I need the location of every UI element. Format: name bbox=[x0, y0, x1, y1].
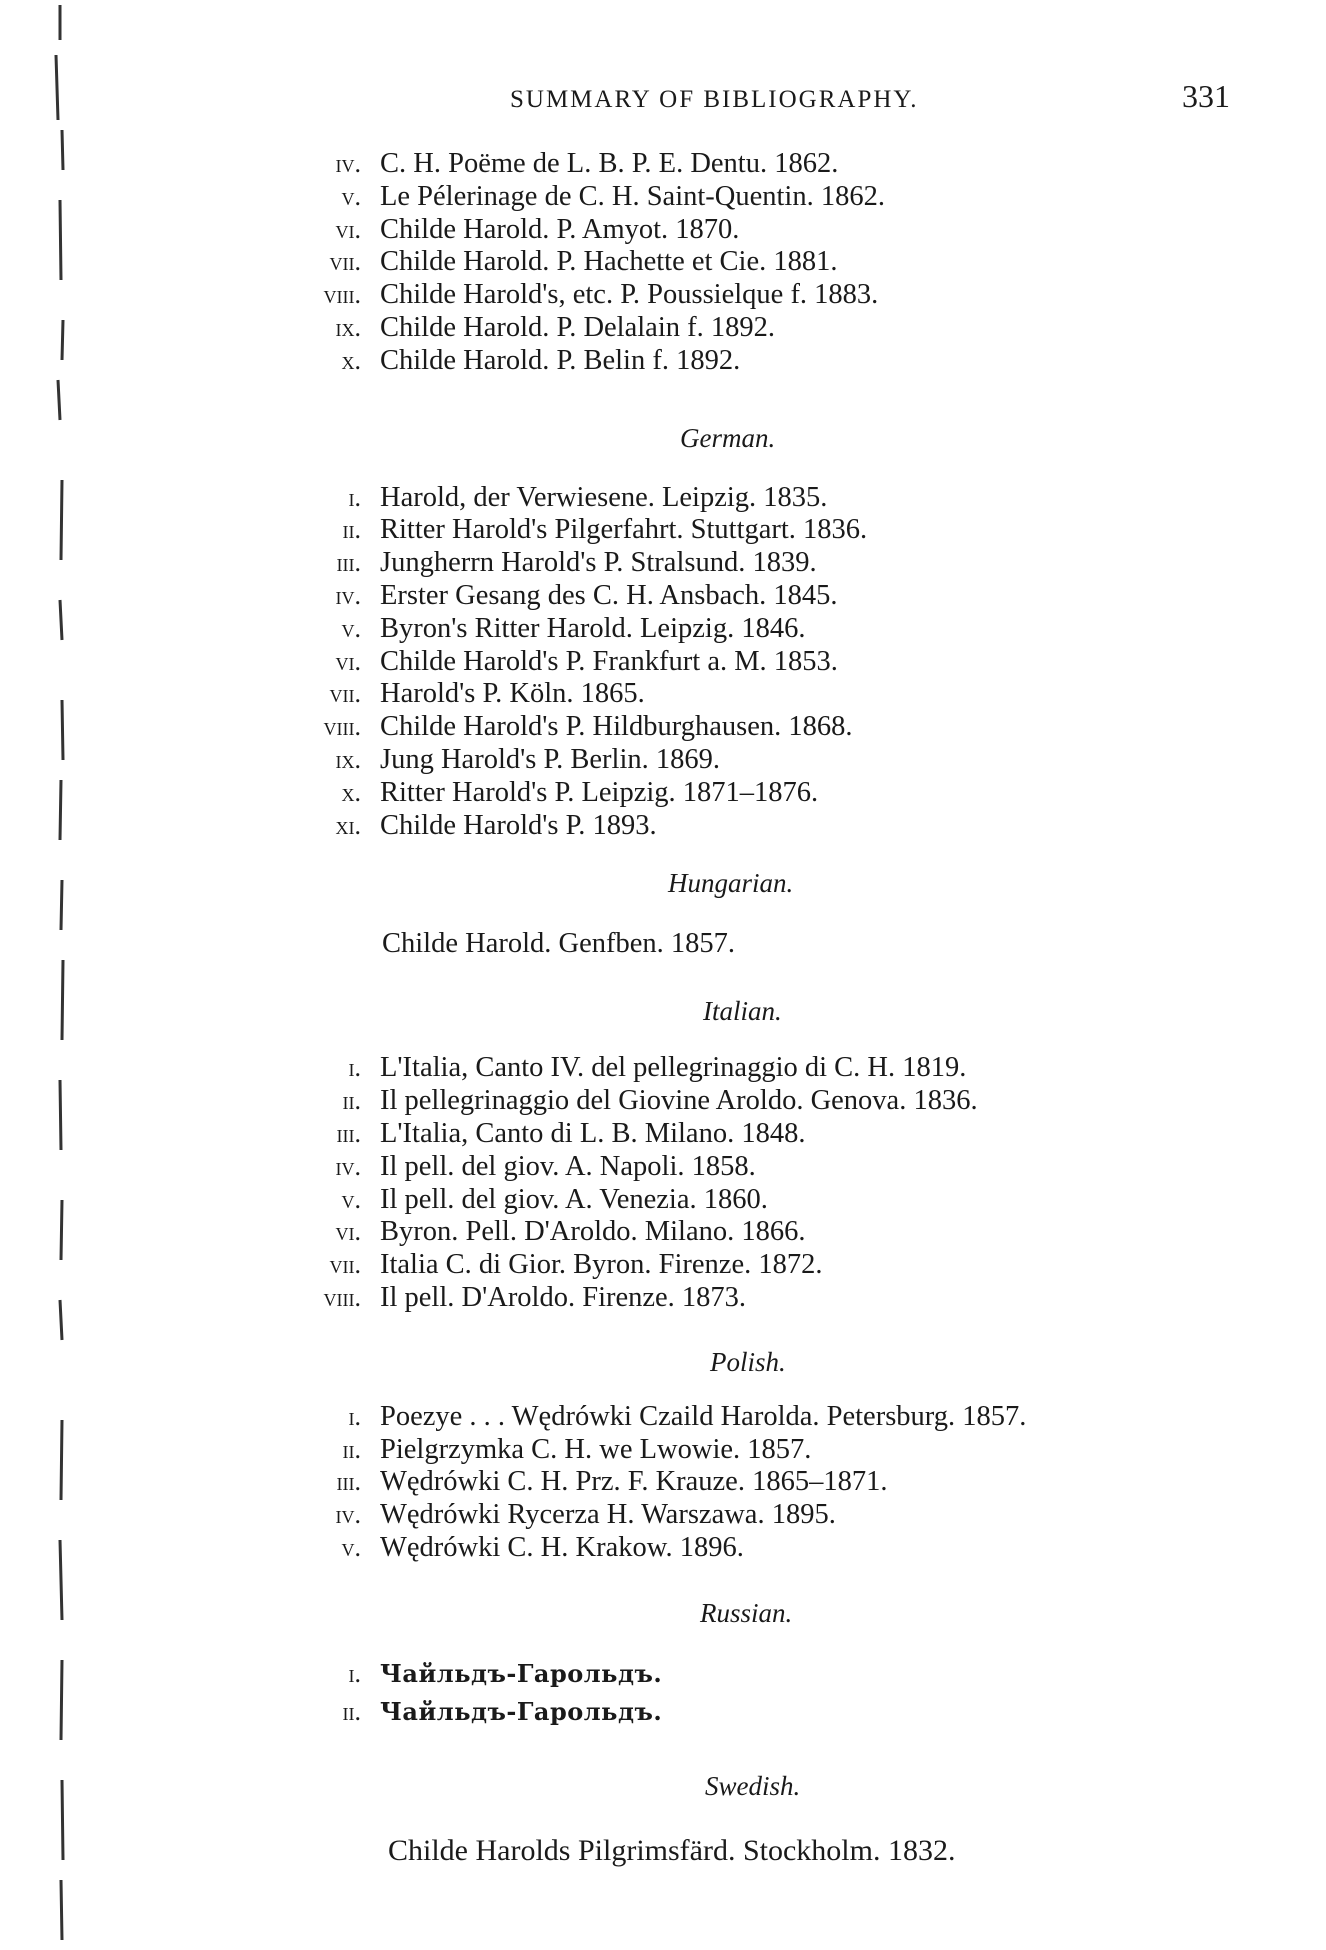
entry-text: Чайльдъ-Гарольдъ. bbox=[380, 1658, 663, 1688]
entry-number: iv. bbox=[335, 1151, 361, 1181]
entry-text: Childe Harold. P. Belin f. 1892. bbox=[380, 344, 741, 376]
section-heading-italian: Italian. bbox=[703, 996, 782, 1027]
list-item bbox=[0, 1831, 1326, 1871]
list-item bbox=[0, 777, 1326, 810]
list-item bbox=[0, 214, 1326, 247]
french-section bbox=[0, 148, 1326, 378]
section-heading-swedish: Swedish. bbox=[705, 1770, 801, 1801]
entry-number: v. bbox=[341, 1532, 361, 1562]
list-item bbox=[0, 1085, 1326, 1118]
list-item bbox=[0, 181, 1326, 214]
entry-text: Il pell. del giov. A. Napoli. 1858. bbox=[380, 1150, 756, 1182]
entry-text: Il pell. D'Aroldo. Firenze. 1873. bbox=[380, 1281, 747, 1313]
entry-number: i. bbox=[348, 1401, 361, 1431]
entry-number: v. bbox=[341, 181, 361, 211]
list-item bbox=[0, 1249, 1326, 1282]
entry-number: i. bbox=[348, 482, 361, 512]
entry-number: iv. bbox=[335, 580, 361, 610]
entry-number: ii. bbox=[342, 1434, 361, 1464]
entry-text: Byron's Ritter Harold. Leipzig. 1846. bbox=[380, 612, 806, 644]
list-item bbox=[0, 711, 1326, 744]
list-item bbox=[0, 1052, 1326, 1085]
entry-text: Erster Gesang des C. H. Ansbach. 1845. bbox=[380, 579, 838, 611]
section-heading-hungarian: Hungarian. bbox=[668, 868, 794, 899]
entry-number: ii. bbox=[342, 1086, 361, 1116]
list-item bbox=[0, 1216, 1326, 1249]
list-item bbox=[0, 646, 1326, 679]
list-item bbox=[0, 246, 1326, 279]
entry-text: C. H. Poëme de L. B. P. E. Dentu. 1862. bbox=[380, 148, 839, 179]
entry-text: L'Italia, Canto IV. del pellegrinaggio di C. H. 1819. bbox=[380, 1052, 967, 1084]
entry-number: vii. bbox=[329, 247, 361, 277]
entry-text: Wędrówki C. H. Prz. F. Krauze. 1865–1871. bbox=[380, 1466, 888, 1498]
list-item bbox=[0, 547, 1326, 580]
entry-number: vi. bbox=[335, 1217, 361, 1247]
entry-number: i. bbox=[348, 1658, 361, 1688]
entry-text: Ritter Harold's P. Leipzig. 1871–1876. bbox=[380, 776, 819, 808]
entry-text: Il pellegrinaggio del Giovine Aroldo. Genova. 1836. bbox=[380, 1085, 978, 1117]
entry-text: L'Italia, Canto di L. B. Milano. 1848. bbox=[380, 1117, 806, 1149]
list-item bbox=[0, 1184, 1326, 1217]
page-header bbox=[510, 78, 1240, 118]
entry-number: iv. bbox=[335, 1500, 361, 1530]
entry-number: v. bbox=[341, 613, 361, 643]
list-item bbox=[0, 613, 1326, 646]
list-item bbox=[0, 482, 1326, 515]
list-item bbox=[0, 678, 1326, 711]
list-item bbox=[0, 514, 1326, 547]
entry-number: iii. bbox=[336, 1118, 361, 1148]
entry-number: vii. bbox=[329, 1250, 361, 1280]
entry-text: Childe Harold. P. Amyot. 1870. bbox=[380, 213, 740, 245]
bibliography-list bbox=[0, 148, 1326, 1871]
running-title: SUMMARY OF BIBLIOGRAPHY. bbox=[510, 86, 919, 113]
entry-text: Jung Harold's P. Berlin. 1869. bbox=[380, 743, 721, 775]
entry-text: Childe Harold's P. Frankfurt a. M. 1853. bbox=[380, 645, 838, 677]
entry-number: viii. bbox=[323, 280, 361, 310]
list-item bbox=[0, 1499, 1326, 1532]
entry-number: iv. bbox=[335, 149, 361, 178]
entry-text: Childe Harold's, etc. P. Poussielque f. 1883. bbox=[380, 279, 879, 311]
entry-text: Harold's P. Köln. 1865. bbox=[380, 678, 645, 710]
entry-text: Childe Harold's P. Hildburghausen. 1868. bbox=[380, 711, 853, 743]
entry-number: vi. bbox=[335, 214, 361, 244]
entry-number: x. bbox=[341, 777, 361, 807]
list-item bbox=[0, 1434, 1326, 1467]
entry-number: xi. bbox=[335, 810, 361, 840]
entry-text: Jungherrn Harold's P. Stralsund. 1839. bbox=[380, 547, 817, 579]
list-item bbox=[0, 1118, 1326, 1151]
entry-number: ix. bbox=[335, 312, 361, 342]
swedish-section bbox=[0, 1731, 1326, 1871]
entry-number: viii. bbox=[323, 712, 361, 742]
entry-text: Ritter Harold's Pilgerfahrt. Stuttgart. 1836. bbox=[380, 514, 868, 546]
entry-text: Italia C. di Gior. Byron. Firenze. 1872. bbox=[380, 1249, 823, 1281]
hungarian-section bbox=[0, 842, 1326, 964]
page-number: 331 bbox=[1182, 78, 1230, 114]
entry-number: ix. bbox=[335, 744, 361, 774]
list-item bbox=[0, 1401, 1326, 1434]
entry-text: Childe Harolds Pilgrimsfärd. Stockholm. 1832. bbox=[388, 1833, 956, 1867]
entry-number: vii. bbox=[329, 679, 361, 709]
list-item bbox=[0, 1693, 1326, 1731]
entry-number: i. bbox=[348, 1053, 361, 1083]
entry-number: iii. bbox=[336, 548, 361, 578]
german-section bbox=[0, 378, 1326, 843]
entry-text: Pielgrzymka C. H. we Lwowie. 1857. bbox=[380, 1433, 812, 1465]
list-item bbox=[0, 1655, 1326, 1693]
entry-text: Childe Harold. P. Hachette et Cie. 1881. bbox=[380, 246, 838, 278]
list-item bbox=[0, 1282, 1326, 1315]
list-item bbox=[0, 312, 1326, 345]
entry-text: Childe Harold. Genfben. 1857. bbox=[382, 928, 736, 960]
entry-text: Childe Harold. P. Delalain f. 1892. bbox=[380, 311, 775, 343]
list-item bbox=[0, 1532, 1326, 1565]
list-item bbox=[0, 279, 1326, 312]
list-item bbox=[0, 148, 1326, 181]
entry-text: Il pell. del giov. A. Venezia. 1860. bbox=[380, 1183, 768, 1215]
list-item bbox=[0, 924, 1326, 964]
polish-section bbox=[0, 1315, 1326, 1565]
italian-section bbox=[0, 964, 1326, 1314]
list-item bbox=[0, 1466, 1326, 1499]
entry-number: vi. bbox=[335, 646, 361, 676]
list-item bbox=[0, 744, 1326, 777]
entry-number: ii. bbox=[342, 1696, 361, 1726]
entry-text: Le Pélerinage de C. H. Saint-Quentin. 1862. bbox=[380, 180, 885, 212]
entry-text: Byron. Pell. D'Aroldo. Milano. 1866. bbox=[380, 1216, 806, 1248]
section-heading-polish: Polish. bbox=[710, 1346, 786, 1377]
list-item bbox=[0, 1151, 1326, 1184]
list-item bbox=[0, 810, 1326, 843]
entry-number: v. bbox=[341, 1184, 361, 1214]
entry-text: Poezye . . . Wędrówki Czaild Harolda. Petersburg. 1857. bbox=[380, 1400, 1027, 1432]
entry-text: Harold, der Verwiesene. Leipzig. 1835. bbox=[380, 481, 828, 513]
section-heading-russian: Russian. bbox=[700, 1597, 793, 1628]
list-item bbox=[0, 345, 1326, 378]
entry-number: x. bbox=[341, 345, 361, 375]
entry-text: Wędrówki Rycerza H. Warszawa. 1895. bbox=[380, 1499, 836, 1531]
entry-text: Childe Harold's P. 1893. bbox=[380, 809, 657, 841]
entry-text: Wędrówki C. H. Krakow. 1896. bbox=[380, 1531, 744, 1563]
list-item bbox=[0, 580, 1326, 613]
entry-number: ii. bbox=[342, 515, 361, 545]
entry-number: viii. bbox=[323, 1282, 361, 1312]
entry-text: Чайльдъ-Гарольдъ. bbox=[380, 1696, 663, 1726]
section-heading-german: German. bbox=[680, 422, 776, 453]
entry-number: iii. bbox=[336, 1467, 361, 1497]
russian-section bbox=[0, 1565, 1326, 1731]
